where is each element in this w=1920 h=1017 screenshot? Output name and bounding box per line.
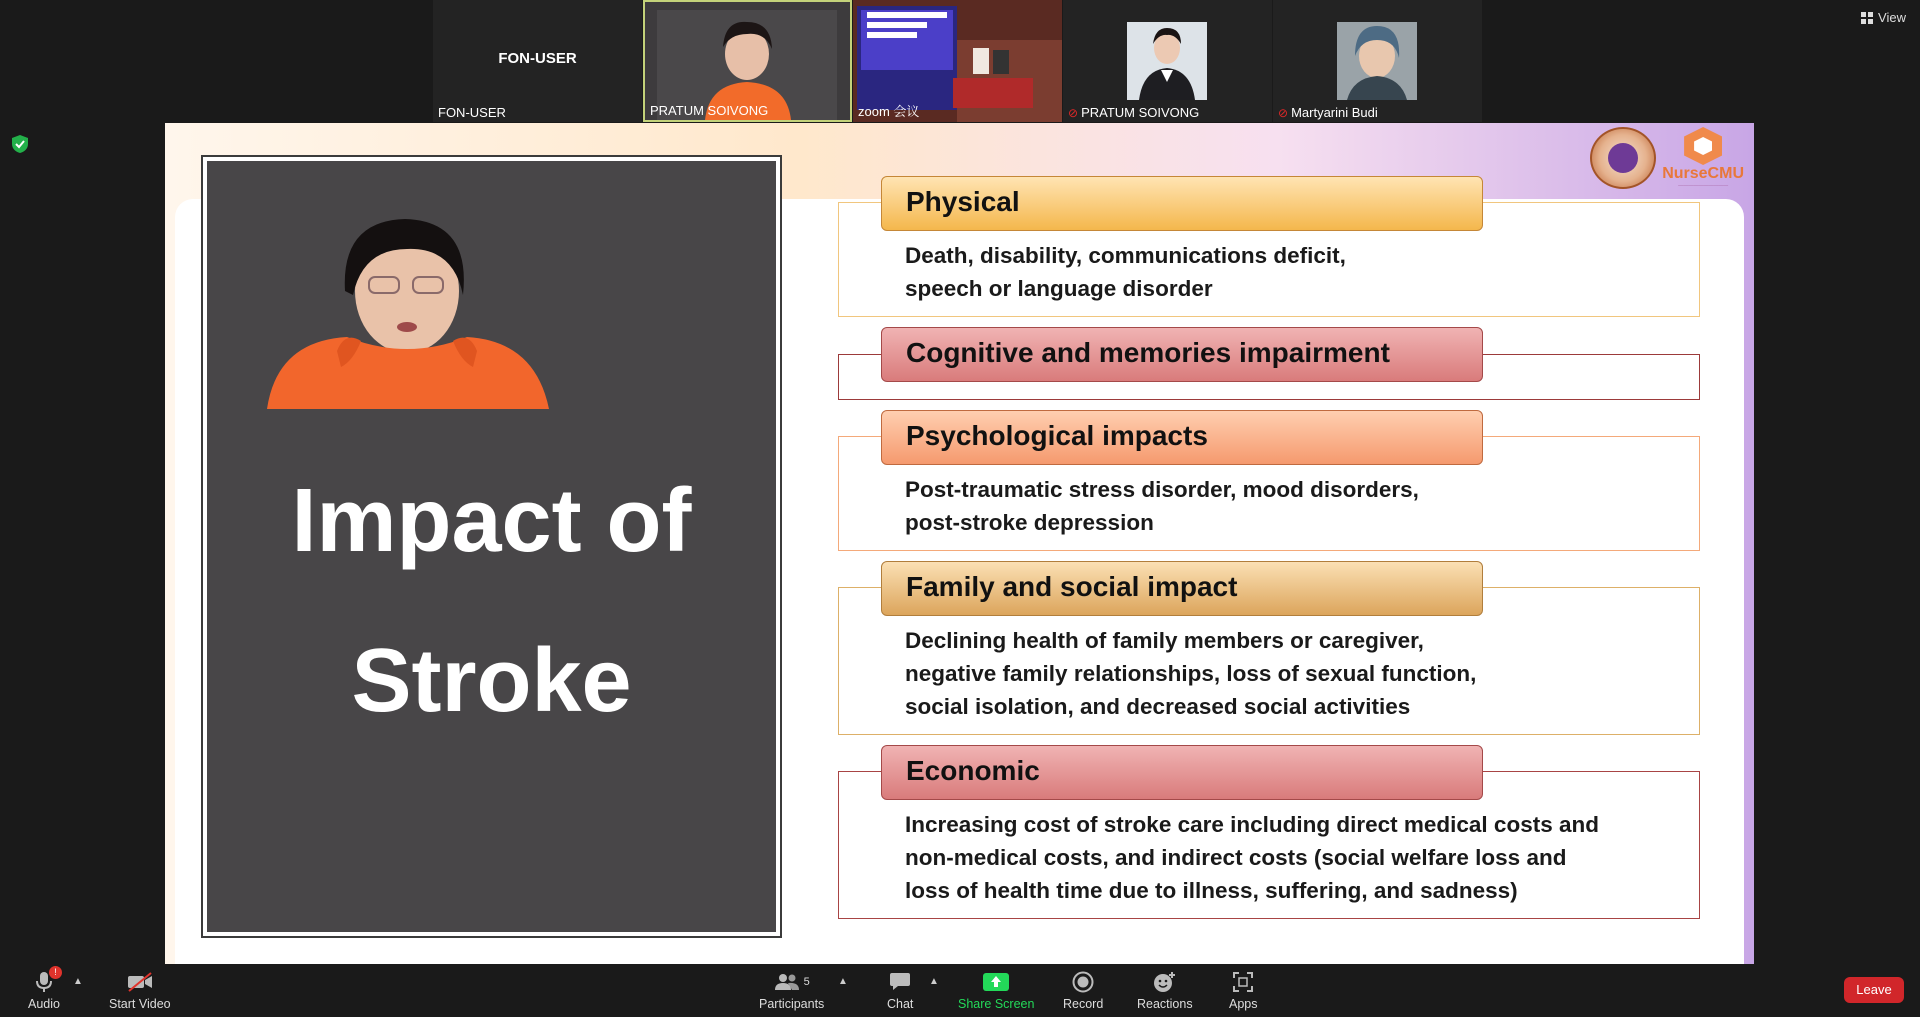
participants-button[interactable]	[759, 970, 824, 1011]
record-icon	[1072, 970, 1094, 994]
microphone-icon	[35, 967, 57, 994]
section-heading-economic: Economic	[881, 745, 1483, 800]
title-panel	[201, 155, 782, 938]
apps-icon	[1233, 970, 1253, 994]
participant-name-label: ⊘ Martyarini Budi	[1278, 105, 1378, 120]
apps-button[interactable]	[1229, 970, 1258, 1011]
university-seal-logo	[1590, 127, 1656, 189]
section-line: non-medical costs, and indirect costs (social welfare loss and	[905, 845, 1567, 870]
participant-name-label: PRATUM SOIVONG	[650, 103, 769, 118]
section-line: post-stroke depression	[905, 510, 1154, 535]
encryption-shield-icon[interactable]	[12, 135, 28, 153]
speaker-photo	[257, 191, 557, 409]
nursecmu-logo	[1662, 127, 1744, 189]
section-line: Death, disability, communications deficit,	[905, 243, 1346, 268]
section-line: Post-traumatic stress disorder, mood disorders,	[905, 477, 1419, 502]
audio-button[interactable]	[28, 967, 60, 1011]
hexagon-logo-icon	[1684, 127, 1722, 165]
grid-view-icon	[1861, 12, 1873, 24]
audio-options-caret-icon[interactable]: ▲	[73, 976, 83, 987]
record-label: Record	[1063, 997, 1104, 1011]
audio-label: Audio	[28, 997, 60, 1011]
mic-muted-icon: ⊘	[1068, 105, 1079, 120]
participant-name-label: zoom 会议	[858, 104, 920, 119]
share-screen-button[interactable]	[958, 970, 1034, 1011]
participant-tile[interactable]	[1273, 0, 1482, 122]
participant-tile[interactable]	[433, 0, 642, 122]
slide-title	[207, 441, 776, 761]
meeting-toolbar	[0, 964, 1920, 1017]
participant-tile[interactable]	[853, 0, 1062, 122]
section-line: loss of health time due to illness, suffering, and sadness)	[905, 878, 1518, 903]
view-label: View	[1878, 10, 1906, 25]
chat-bubble-icon	[889, 970, 911, 994]
slide-logos	[1590, 127, 1744, 189]
participants-count: 5	[803, 976, 810, 988]
reactions-label: Reactions	[1137, 997, 1193, 1011]
chat-label: Chat	[887, 997, 914, 1011]
section-line: Increasing cost of stroke care including direct medical costs and	[905, 812, 1599, 837]
participants-label: Participants	[759, 997, 825, 1011]
audio-alert-badge: !	[49, 966, 62, 979]
shared-screen-slide	[165, 123, 1754, 964]
reactions-button[interactable]	[1137, 970, 1193, 1011]
slide-title-line2: Stroke	[351, 631, 632, 731]
chat-button[interactable]	[887, 970, 913, 1011]
section-line: negative family relationships, loss of sexual function,	[905, 661, 1477, 686]
section-heading-psychological: Psychological impacts	[881, 410, 1483, 465]
participant-name-label: FON-USER	[438, 105, 506, 120]
reactions-smiley-icon	[1153, 970, 1177, 994]
share-screen-label: Share Screen	[958, 997, 1035, 1011]
participant-photo	[1273, 0, 1482, 122]
participants-options-caret-icon[interactable]: ▲	[838, 976, 848, 987]
section-heading-family-social: Family and social impact	[881, 561, 1483, 616]
section-line: speech or language disorder	[905, 276, 1213, 301]
leave-button[interactable]: Leave	[1844, 977, 1904, 1003]
mic-muted-icon: ⊘	[1278, 105, 1289, 120]
participant-photo	[1063, 0, 1272, 122]
nursecmu-logo-text: NurseCMU	[1662, 165, 1744, 182]
slide-title-line1: Impact of	[291, 471, 692, 571]
participant-tile[interactable]	[1063, 0, 1272, 122]
view-button[interactable]	[1861, 10, 1906, 25]
participant-center-name: FON-USER	[498, 50, 577, 67]
record-button[interactable]	[1063, 970, 1103, 1011]
start-video-button[interactable]	[109, 970, 171, 1011]
share-screen-icon	[983, 970, 1009, 994]
logo-subtitle-graphic: ——————————	[1678, 183, 1729, 189]
section-line: social isolation, and decreased social activities	[905, 694, 1411, 719]
section-heading-cognitive: Cognitive and memories impairment	[881, 327, 1483, 382]
chat-options-caret-icon[interactable]: ▲	[929, 976, 939, 987]
participant-thumbnail-strip	[433, 0, 1486, 122]
participant-tile-active-speaker[interactable]	[643, 0, 852, 122]
participants-icon	[774, 970, 810, 994]
apps-label: Apps	[1229, 997, 1258, 1011]
title-panel-inner	[207, 161, 776, 932]
video-off-icon	[126, 970, 154, 994]
start-video-label: Start Video	[109, 997, 171, 1011]
section-line: Declining health of family members or caregiver,	[905, 628, 1424, 653]
participant-name-label: ⊘ PRATUM SOIVONG	[1068, 105, 1200, 120]
section-heading-physical: Physical	[881, 176, 1483, 231]
